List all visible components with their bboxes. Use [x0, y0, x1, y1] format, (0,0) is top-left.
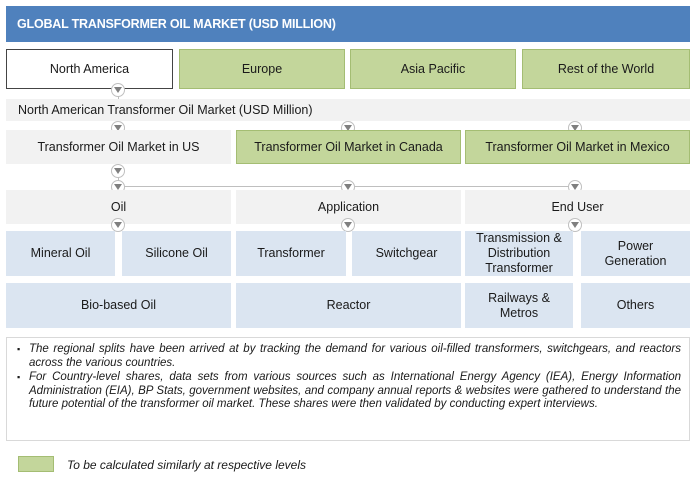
leaf-reactor: Reactor: [236, 283, 461, 328]
page-title: GLOBAL TRANSFORMER OIL MARKET (USD MILLION): [6, 6, 690, 42]
notes-box: [6, 337, 690, 441]
leaf-others: Others: [581, 283, 690, 328]
node-arrow-icon: [111, 83, 125, 97]
legend-swatch: [18, 456, 54, 472]
leaf-td-transformer: Transmission & Distribution Transformer: [465, 231, 573, 276]
node-arrow-icon: [341, 218, 355, 232]
region-north-america: North America: [6, 49, 173, 89]
note-item: ▪ For Country-level shares, data sets from various sources such as International Energy Agency (IEA), Energy Information Administration (EIA), BP Stats, government websites, and company annual reports & websites were gathered to understand the future potential of the transformer oil market. These shares were then validated by conducting expert interviews.: [29, 371, 681, 412]
node-arrow-icon: [111, 218, 125, 232]
region-rest-of-world: Rest of the World: [522, 49, 690, 89]
country-us: Transformer Oil Market in US: [6, 130, 231, 164]
leaf-power-generation: Power Generation: [581, 231, 690, 276]
country-canada: Transformer Oil Market in Canada: [236, 130, 461, 164]
note-item: ▪ The regional splits have been arrived at by tracking the demand for various oil-filled transformers, switchgears, and reactors across the various countries.: [29, 343, 681, 370]
leaf-silicone-oil: Silicone Oil: [122, 231, 231, 276]
node-arrow-icon: [111, 164, 125, 178]
segment-oil: Oil: [6, 190, 231, 224]
legend-text: To be calculated similarly at respective levels: [67, 458, 306, 472]
region-asia-pacific: Asia Pacific: [350, 49, 516, 89]
leaf-railways-metros: Railways & Metros: [465, 283, 573, 328]
leaf-mineral-oil: Mineral Oil: [6, 231, 115, 276]
sub-title: North American Transformer Oil Market (USD Million): [6, 99, 690, 121]
node-arrow-icon: [568, 218, 582, 232]
segment-end-user: End User: [465, 190, 690, 224]
country-mexico: Transformer Oil Market in Mexico: [465, 130, 690, 164]
segment-application: Application: [236, 190, 461, 224]
region-europe: Europe: [179, 49, 345, 89]
leaf-switchgear: Switchgear: [352, 231, 461, 276]
leaf-transformer: Transformer: [236, 231, 346, 276]
leaf-bio-based-oil: Bio-based Oil: [6, 283, 231, 328]
